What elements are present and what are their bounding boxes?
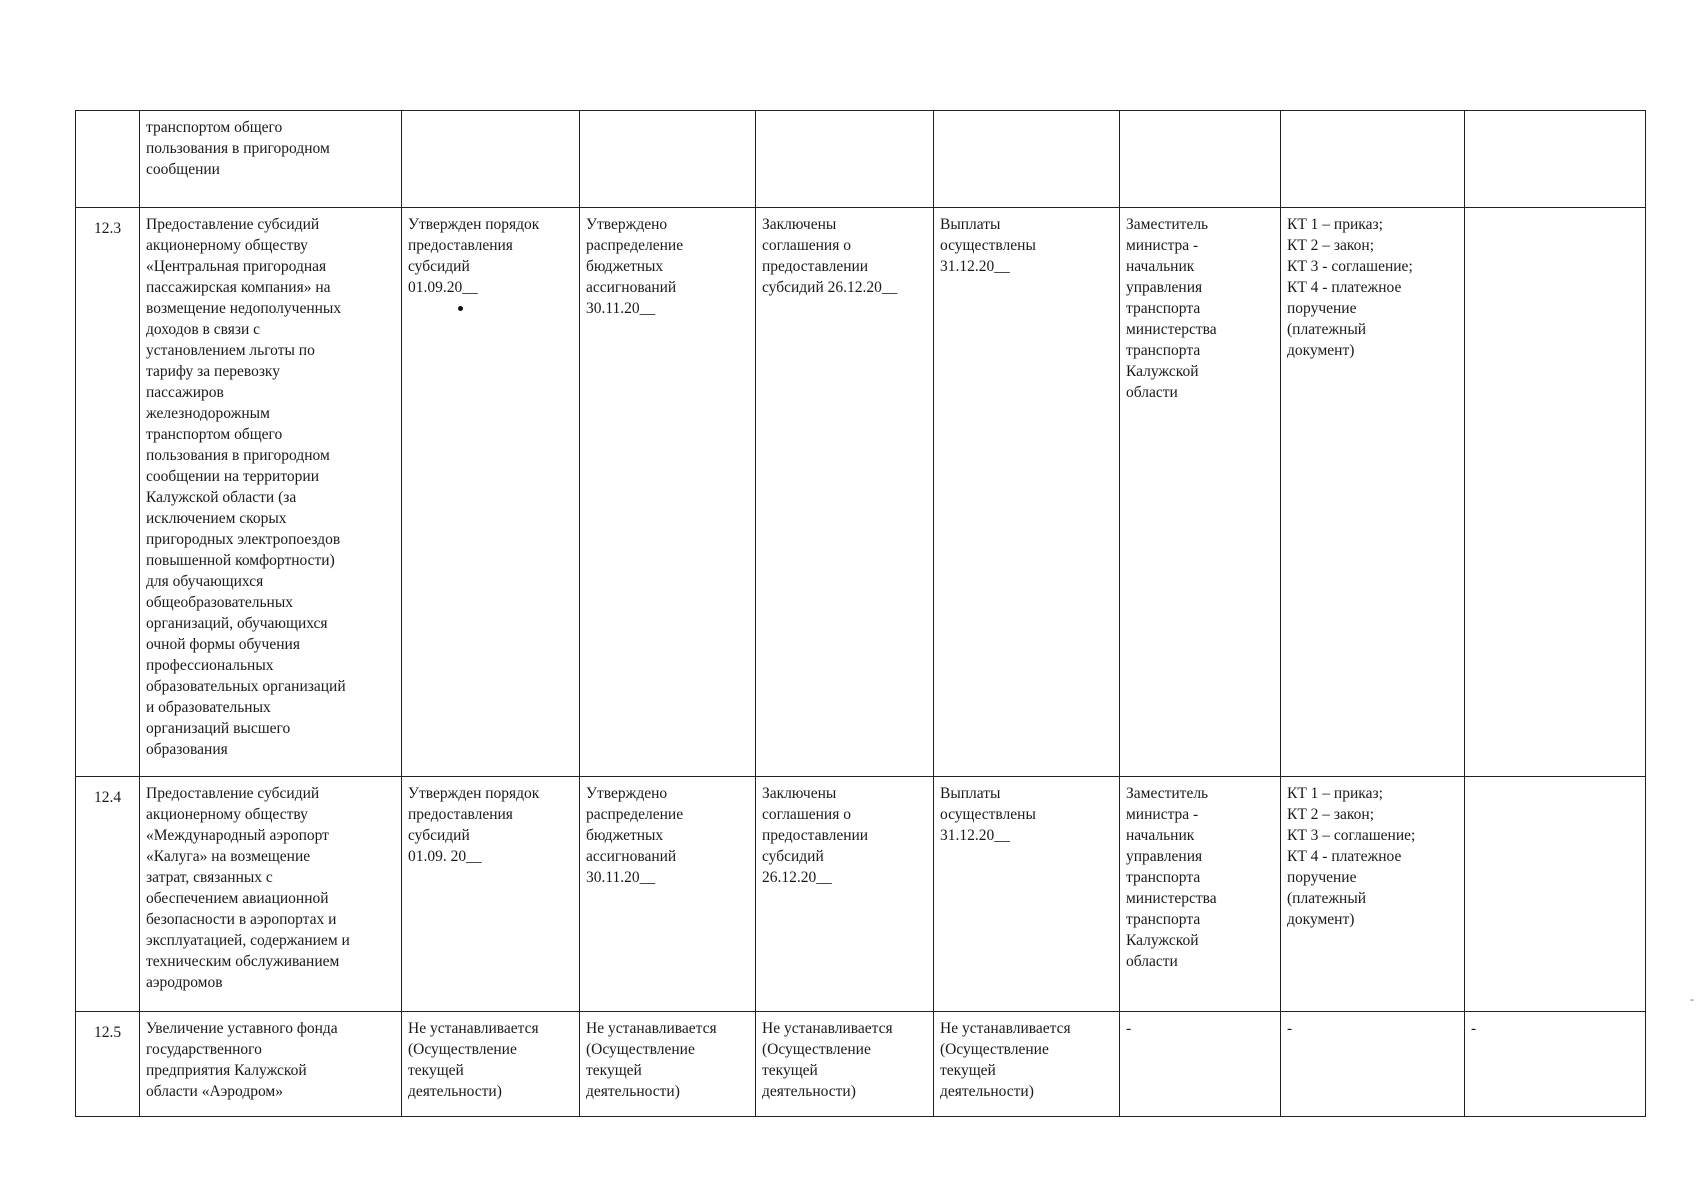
document-type-cell [1281, 777, 1465, 1012]
event-name-cell [140, 1012, 402, 1117]
extra: - [1471, 1020, 1477, 1037]
document-type: - [1287, 1020, 1293, 1037]
checkpoint-4: Выплаты осуществлены 31.12.20__ [940, 785, 1036, 844]
activities-table [75, 110, 1646, 1117]
checkpoint-4-cell [934, 1012, 1120, 1117]
checkpoint-2: Утверждено распределение бюджетных ассигнований 30.11.20__ [586, 216, 684, 317]
row-number [76, 111, 140, 208]
responsible-cell [1120, 111, 1281, 208]
extra-cell [1465, 1012, 1646, 1117]
table-row [76, 777, 1646, 1012]
responsible: - [1126, 1020, 1132, 1037]
checkpoint-1-cell [402, 208, 580, 777]
checkpoint-2-cell [580, 208, 756, 777]
checkpoint-4: Выплаты осуществлены 31.12.20__ [940, 216, 1036, 275]
checkpoint-3-cell [756, 208, 934, 777]
checkpoint-3-cell [756, 777, 934, 1012]
document-type: КТ 1 – приказ; КТ 2 – закон; КТ 3 - соглашение; КТ 4 - платежное поручение (платежный документ) [1287, 216, 1413, 359]
extra-cell [1465, 111, 1646, 208]
responsible-cell [1120, 208, 1281, 777]
event-name: Предоставление субсидий акционерному обществу «Международный аэропорт «Калуга» на возмещение затрат, связанных с обеспечением авиационной безопасности в аэропортах и эксплуатацией, содержанием и техническим обслуживанием аэродромов [146, 785, 350, 991]
checkpoint-1-cell [402, 1012, 580, 1117]
responsible: Заместитель министра - начальник управления транспорта министерства транспорта Калужской области [1126, 785, 1217, 970]
event-name-cell [140, 777, 402, 1012]
row-number-text: 12.4 [93, 789, 122, 806]
checkpoint-1-cell [402, 777, 580, 1012]
checkpoint-4-cell [934, 777, 1120, 1012]
checkpoint-2: Не устанавливается (Осуществление текущей деятельности) [586, 1020, 717, 1100]
event-name: Увеличение уставного фонда государственного предприятия Калужской области «Аэродром» [146, 1020, 338, 1100]
checkpoint-2-cell [580, 1012, 756, 1117]
checkpoint-1-cell [402, 111, 580, 208]
event-name-cell [140, 111, 402, 208]
row-number [76, 1012, 140, 1117]
document-type-cell [1281, 111, 1465, 208]
extra-cell [1465, 777, 1646, 1012]
scan-dot-mark [458, 306, 463, 311]
checkpoint-1: Утвержден порядок предоставления субсидий 01.09.20__ [408, 216, 540, 296]
responsible: Заместитель министра - начальник управления транспорта министерства транспорта Калужской области [1126, 216, 1217, 401]
checkpoint-2-cell [580, 777, 756, 1012]
checkpoint-3: Заключены соглашения о предоставлении субсидий 26.12.20__ [762, 216, 898, 296]
checkpoint-3-cell [756, 111, 934, 208]
table-row [76, 1012, 1646, 1117]
row-number-text: 12.3 [93, 220, 122, 237]
table-row [76, 208, 1646, 777]
checkpoint-1: Утвержден порядок предоставления субсидий 01.09. 20__ [408, 785, 540, 865]
checkpoint-3: Заключены соглашения о предоставлении субсидий 26.12.20__ [762, 785, 869, 886]
document-type-cell [1281, 208, 1465, 777]
checkpoint-4-cell [934, 208, 1120, 777]
row-number [76, 208, 140, 777]
checkpoint-4-cell [934, 111, 1120, 208]
responsible-cell [1120, 777, 1281, 1012]
table-row [76, 111, 1646, 208]
checkpoint-4: Не устанавливается (Осуществление текущей деятельности) [940, 1020, 1071, 1100]
extra-cell [1465, 208, 1646, 777]
event-name-cell [140, 208, 402, 777]
responsible-cell [1120, 1012, 1281, 1117]
event-name: Предоставление субсидий акционерному обществу «Центральная пригородная пассажирская компания» на возмещение недополученных доходов в связи с установлением льготы по тарифу за перевозку пассажиров железнодорожным транспортом общего пользования в пригородном сообщении на территории Калужской области (за исключением скорых пригородных электропоездов повышенной комфортности) для обучающихся общеобразовательных организаций, обучающихся очной формы обучения профессиональных образовательных организаций и образовательных организаций высшего образования [146, 216, 346, 758]
document-type-cell [1281, 1012, 1465, 1117]
row-number [76, 777, 140, 1012]
checkpoint-2-cell [580, 111, 756, 208]
event-name: транспортом общего пользования в пригородном сообщении [146, 119, 330, 178]
checkpoint-1: Не устанавливается (Осуществление текущей деятельности) [408, 1020, 539, 1100]
margin-mark: - [1690, 992, 1694, 1006]
row-number-text: 12.5 [93, 1024, 122, 1041]
checkpoint-3-cell [756, 1012, 934, 1117]
document-type: КТ 1 – приказ; КТ 2 – закон; КТ 3 – соглашение; КТ 4 - платежное поручение (платежный документ) [1287, 785, 1416, 928]
checkpoint-3: Не устанавливается (Осуществление текущей деятельности) [762, 1020, 893, 1100]
checkpoint-2: Утверждено распределение бюджетных ассигнований 30.11.20__ [586, 785, 684, 886]
